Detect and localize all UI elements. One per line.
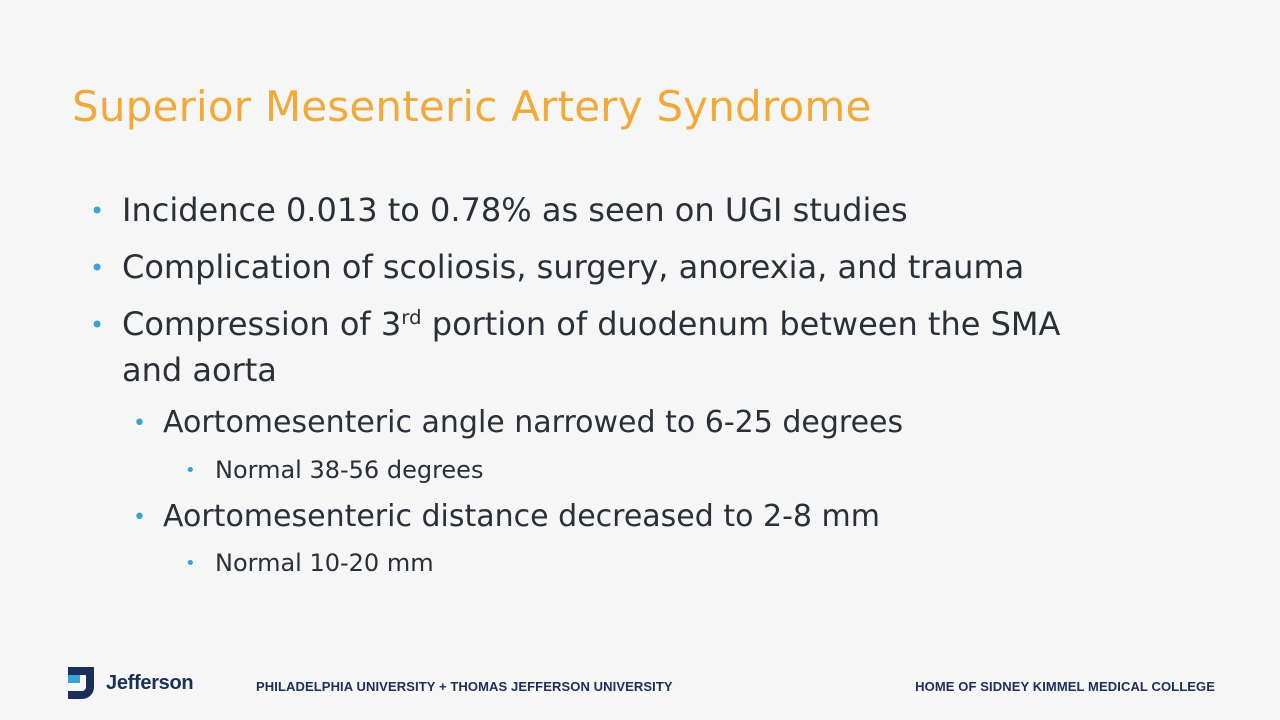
footer [0,660,1280,720]
sub-bullet-item [133,499,880,534]
bullet-dot: • [133,505,146,530]
bullet-item [90,248,1025,286]
bullet-text: and aorta [122,351,277,389]
bullet-text: Aortomesenteric distance decreased to 2-8 mm [163,499,880,534]
bullet-dot: • [185,460,196,481]
bullet-dot: • [90,311,105,339]
logo-text: Jefferson [106,672,194,694]
bullet-dot: • [90,197,105,225]
slide-title: Superior Mesenteric Artery Syndrome [72,82,872,131]
bullet-item [90,305,1061,343]
bullet-dot: • [90,254,105,282]
sub-bullet-item [133,405,904,440]
bullet-text: Normal 38-56 degrees [215,456,484,484]
bullet-text: Aortomesenteric angle narrowed to 6-25 degrees [163,405,904,440]
footer-university: PHILADELPHIA UNIVERSITY + THOMAS JEFFERSON UNIVERSITY [256,679,673,694]
footer-college: HOME OF SIDNEY KIMMEL MEDICAL COLLEGE [915,679,1215,694]
sub-sub-bullet-item [185,549,434,577]
bullet-dot: • [185,553,196,574]
sub-sub-bullet-item [185,456,484,484]
bullet-text: Incidence 0.013 to 0.78% as seen on UGI studies [122,191,908,229]
bullet-dot: • [133,411,146,436]
bullet-item [90,191,908,229]
bullet-text: Complication of scoliosis, surgery, anorexia, and trauma [122,248,1025,286]
superscript: rd [401,306,422,330]
bullet-text: Compression of 3rd portion of duodenum between the SMA [122,305,1061,343]
bullet-text: Normal 10-20 mm [215,549,434,577]
jefferson-logo-icon [64,665,98,701]
bullet-continuation [122,351,277,389]
